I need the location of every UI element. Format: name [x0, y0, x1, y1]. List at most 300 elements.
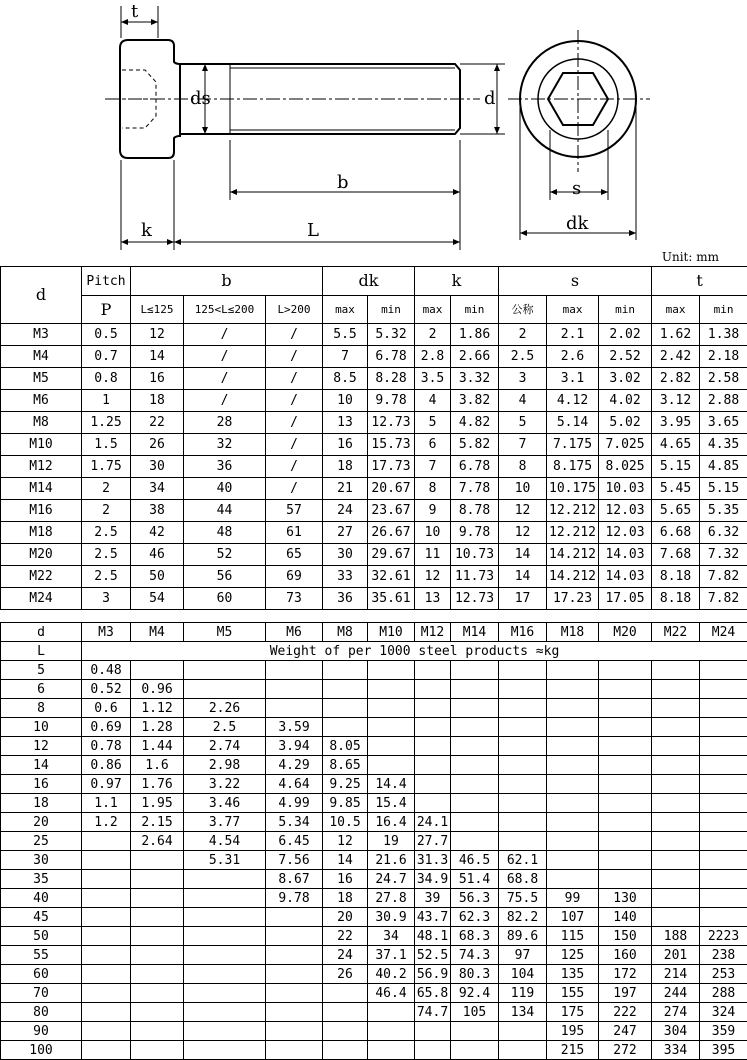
- header-b-sub: L>200: [266, 296, 323, 324]
- table-row: [1, 699, 747, 718]
- table-row: [1, 718, 747, 737]
- weight-header-size: M6: [266, 623, 323, 642]
- value-cell: 3.12: [652, 390, 700, 412]
- value-cell: 17.73: [368, 456, 415, 478]
- size-cell: M4: [1, 346, 82, 368]
- size-cell: M16: [1, 500, 82, 522]
- value-cell: 1.86: [451, 324, 499, 346]
- weight-cell: 97: [499, 946, 547, 965]
- value-cell: 5.32: [368, 324, 415, 346]
- weight-cell: 155: [547, 984, 599, 1003]
- length-cell: 6: [1, 680, 82, 699]
- weight-cell: 247: [599, 1022, 652, 1041]
- weight-cell: [82, 870, 131, 889]
- weight-cell: [368, 718, 415, 737]
- length-cell: 45: [1, 908, 82, 927]
- weight-cell: [451, 737, 499, 756]
- value-cell: 14.03: [599, 566, 652, 588]
- value-cell: 8: [499, 456, 547, 478]
- value-cell: 2: [415, 324, 451, 346]
- weight-cell: 37.1: [368, 946, 415, 965]
- size-cell: M24: [1, 588, 82, 610]
- value-cell: 5.15: [700, 478, 747, 500]
- weight-cell: 8.67: [266, 870, 323, 889]
- value-cell: 4.12: [547, 390, 599, 412]
- length-cell: 25: [1, 832, 82, 851]
- value-cell: 23.67: [368, 500, 415, 522]
- weight-header-size: M14: [451, 623, 499, 642]
- weight-cell: [131, 984, 184, 1003]
- weight-cell: [451, 718, 499, 737]
- value-cell: 7: [415, 456, 451, 478]
- weight-cell: [547, 680, 599, 699]
- table-row: [1, 965, 747, 984]
- weight-cell: [599, 718, 652, 737]
- table-row: [1, 412, 747, 434]
- table-row: [1, 756, 747, 775]
- weight-cell: [547, 661, 599, 680]
- weight-cell: [652, 794, 700, 813]
- value-cell: 13: [323, 412, 368, 434]
- weight-cell: [599, 851, 652, 870]
- weight-cell: 52.5: [415, 946, 451, 965]
- weight-cell: [499, 661, 547, 680]
- weight-cell: [323, 984, 368, 1003]
- value-cell: 5: [499, 412, 547, 434]
- table-row: [1, 566, 747, 588]
- value-cell: 3.82: [451, 390, 499, 412]
- header-dk: dk: [323, 267, 415, 296]
- weight-cell: 68.8: [499, 870, 547, 889]
- weight-cell: 1.2: [82, 813, 131, 832]
- weight-cell: [131, 1003, 184, 1022]
- table-row: [1, 984, 747, 1003]
- weight-cell: [700, 889, 747, 908]
- value-cell: /: [266, 478, 323, 500]
- header-b-sub: 125<L≤200: [184, 296, 266, 324]
- weight-cell: [652, 813, 700, 832]
- weight-cell: 130: [599, 889, 652, 908]
- weight-cell: [652, 718, 700, 737]
- weight-cell: [184, 680, 266, 699]
- value-cell: 0.7: [82, 346, 131, 368]
- value-cell: 60: [184, 588, 266, 610]
- weight-cell: 56.3: [451, 889, 499, 908]
- weight-cell: 9.85: [323, 794, 368, 813]
- value-cell: 5: [415, 412, 451, 434]
- value-cell: 6: [415, 434, 451, 456]
- value-cell: /: [266, 390, 323, 412]
- table-row: [1, 927, 747, 946]
- weight-cell: 10.5: [323, 813, 368, 832]
- weight-cell: [700, 680, 747, 699]
- weight-cell: [184, 889, 266, 908]
- value-cell: 44: [184, 500, 266, 522]
- value-cell: 6.78: [451, 456, 499, 478]
- weight-cell: [652, 699, 700, 718]
- value-cell: 5.65: [652, 500, 700, 522]
- value-cell: 2.42: [652, 346, 700, 368]
- value-cell: 12.212: [547, 500, 599, 522]
- value-cell: 2.66: [451, 346, 499, 368]
- weight-cell: [599, 756, 652, 775]
- length-cell: 40: [1, 889, 82, 908]
- weight-cell: 104: [499, 965, 547, 984]
- value-cell: 1.5: [82, 434, 131, 456]
- weight-header-size: M12: [415, 623, 451, 642]
- weight-cell: [415, 775, 451, 794]
- value-cell: 61: [266, 522, 323, 544]
- header-k-max: max: [415, 296, 451, 324]
- value-cell: 16: [323, 434, 368, 456]
- value-cell: 52: [184, 544, 266, 566]
- weight-cell: [323, 661, 368, 680]
- weight-header-size: M4: [131, 623, 184, 642]
- weight-cell: [323, 1022, 368, 1041]
- weight-cell: 2.74: [184, 737, 266, 756]
- weight-cell: 89.6: [499, 927, 547, 946]
- weight-cell: 0.48: [82, 661, 131, 680]
- weight-cell: [82, 1041, 131, 1060]
- value-cell: 4.35: [700, 434, 747, 456]
- value-cell: /: [184, 390, 266, 412]
- weight-cell: 107: [547, 908, 599, 927]
- value-cell: 10.03: [599, 478, 652, 500]
- weight-cell: [266, 1022, 323, 1041]
- weight-cell: [415, 680, 451, 699]
- weight-cell: 2.64: [131, 832, 184, 851]
- weight-cell: [131, 851, 184, 870]
- value-cell: 9: [415, 500, 451, 522]
- header-t: t: [652, 267, 747, 296]
- value-cell: 12.03: [599, 522, 652, 544]
- length-cell: 5: [1, 661, 82, 680]
- header-pitch: Pitch: [82, 267, 131, 296]
- weight-cell: [131, 946, 184, 965]
- weight-cell: [599, 680, 652, 699]
- weight-cell: 24: [323, 946, 368, 965]
- weight-cell: [451, 661, 499, 680]
- value-cell: 42: [131, 522, 184, 544]
- value-cell: 12.212: [547, 522, 599, 544]
- value-cell: 0.5: [82, 324, 131, 346]
- value-cell: /: [266, 412, 323, 434]
- weight-cell: 115: [547, 927, 599, 946]
- value-cell: 56: [184, 566, 266, 588]
- dimension-table: [0, 266, 747, 610]
- value-cell: 7.68: [652, 544, 700, 566]
- table-row: [1, 544, 747, 566]
- weight-cell: [599, 699, 652, 718]
- weight-cell: [415, 756, 451, 775]
- weight-cell: 2.5: [184, 718, 266, 737]
- weight-cell: 24.7: [368, 870, 415, 889]
- value-cell: /: [266, 368, 323, 390]
- dim-label-d: d: [484, 88, 496, 109]
- value-cell: 10: [499, 478, 547, 500]
- weight-cell: 24.1: [415, 813, 451, 832]
- value-cell: 7.32: [700, 544, 747, 566]
- table-row: [1, 908, 747, 927]
- value-cell: /: [184, 368, 266, 390]
- value-cell: 29.67: [368, 544, 415, 566]
- weight-cell: [266, 946, 323, 965]
- weight-header-size: M18: [547, 623, 599, 642]
- weight-cell: [368, 737, 415, 756]
- size-cell: M20: [1, 544, 82, 566]
- weight-cell: 46.5: [451, 851, 499, 870]
- length-cell: 90: [1, 1022, 82, 1041]
- weight-cell: [652, 775, 700, 794]
- weight-cell: [131, 908, 184, 927]
- value-cell: 48: [184, 522, 266, 544]
- weight-cell: [415, 1022, 451, 1041]
- weight-cell: [700, 832, 747, 851]
- weight-cell: 3.22: [184, 775, 266, 794]
- value-cell: 7.025: [599, 434, 652, 456]
- value-cell: 3.02: [599, 368, 652, 390]
- weight-cell: 135: [547, 965, 599, 984]
- weight-cell: 74.7: [415, 1003, 451, 1022]
- weight-cell: 9.78: [266, 889, 323, 908]
- value-cell: 17.23: [547, 588, 599, 610]
- length-cell: 55: [1, 946, 82, 965]
- value-cell: 34: [131, 478, 184, 500]
- value-cell: 5.82: [451, 434, 499, 456]
- table-row: [1, 1003, 747, 1022]
- weight-cell: [451, 680, 499, 699]
- weight-cell: 214: [652, 965, 700, 984]
- weight-header-size: M22: [652, 623, 700, 642]
- length-cell: 60: [1, 965, 82, 984]
- weight-cell: 75.5: [499, 889, 547, 908]
- value-cell: /: [184, 346, 266, 368]
- value-cell: 3: [499, 368, 547, 390]
- weight-cell: 80.3: [451, 965, 499, 984]
- weight-cell: 39: [415, 889, 451, 908]
- value-cell: 17: [499, 588, 547, 610]
- length-cell: 30: [1, 851, 82, 870]
- value-cell: 8.175: [547, 456, 599, 478]
- weight-cell: [599, 870, 652, 889]
- weight-cell: [184, 1022, 266, 1041]
- table-row: [1, 434, 747, 456]
- dim-label-ds: ds: [190, 88, 211, 109]
- weight-cell: [323, 680, 368, 699]
- weight-cell: 34: [368, 927, 415, 946]
- weight-cell: [451, 1022, 499, 1041]
- weight-header-size: M24: [700, 623, 747, 642]
- value-cell: 6.68: [652, 522, 700, 544]
- weight-cell: [547, 813, 599, 832]
- weight-cell: 9.25: [323, 775, 368, 794]
- value-cell: 18: [131, 390, 184, 412]
- table-row: [1, 456, 747, 478]
- dim-label-s: s: [572, 178, 581, 199]
- weight-cell: [82, 832, 131, 851]
- header-s-min: min: [599, 296, 652, 324]
- weight-cell: 175: [547, 1003, 599, 1022]
- table-row: [1, 889, 747, 908]
- value-cell: /: [266, 324, 323, 346]
- weight-cell: 4.54: [184, 832, 266, 851]
- value-cell: 14: [499, 544, 547, 566]
- value-cell: 3.5: [415, 368, 451, 390]
- table-row: [1, 661, 747, 680]
- weight-cell: [652, 661, 700, 680]
- value-cell: 1.25: [82, 412, 131, 434]
- weight-cell: 15.4: [368, 794, 415, 813]
- weight-cell: [415, 737, 451, 756]
- weight-cell: [266, 927, 323, 946]
- header-s-max: max: [547, 296, 599, 324]
- length-cell: 20: [1, 813, 82, 832]
- weight-cell: [547, 794, 599, 813]
- table-row: [1, 813, 747, 832]
- weight-cell: [415, 794, 451, 813]
- table-row: [1, 794, 747, 813]
- value-cell: 54: [131, 588, 184, 610]
- value-cell: 4.85: [700, 456, 747, 478]
- value-cell: /: [266, 434, 323, 456]
- value-cell: 5.45: [652, 478, 700, 500]
- weight-cell: 1.1: [82, 794, 131, 813]
- weight-cell: 134: [499, 1003, 547, 1022]
- weight-cell: 304: [652, 1022, 700, 1041]
- value-cell: /: [266, 346, 323, 368]
- value-cell: 6.32: [700, 522, 747, 544]
- value-cell: 12.03: [599, 500, 652, 522]
- weight-cell: [184, 908, 266, 927]
- weight-cell: 1.95: [131, 794, 184, 813]
- value-cell: 6.78: [368, 346, 415, 368]
- weight-cell: [499, 832, 547, 851]
- size-cell: M14: [1, 478, 82, 500]
- weight-cell: 253: [700, 965, 747, 984]
- weight-cell: [266, 908, 323, 927]
- header-pitch-p: P: [82, 296, 131, 324]
- table-row: [1, 478, 747, 500]
- weight-cell: 27.8: [368, 889, 415, 908]
- value-cell: 24: [323, 500, 368, 522]
- weight-cell: 1.12: [131, 699, 184, 718]
- value-cell: 46: [131, 544, 184, 566]
- dim-label-k: k: [141, 220, 153, 241]
- value-cell: 12: [499, 522, 547, 544]
- weight-cell: [547, 851, 599, 870]
- weight-cell: [323, 718, 368, 737]
- length-cell: 12: [1, 737, 82, 756]
- weight-cell: 395: [700, 1041, 747, 1060]
- weight-cell: [547, 870, 599, 889]
- value-cell: 11: [415, 544, 451, 566]
- weight-cell: [599, 775, 652, 794]
- weight-cell: 14.4: [368, 775, 415, 794]
- table-row: [1, 500, 747, 522]
- weight-cell: 48.1: [415, 927, 451, 946]
- weight-cell: 16: [323, 870, 368, 889]
- weight-cell: [131, 965, 184, 984]
- value-cell: 21: [323, 478, 368, 500]
- weight-cell: [266, 661, 323, 680]
- weight-cell: [368, 1041, 415, 1060]
- table-row: [1, 680, 747, 699]
- weight-cell: [323, 1041, 368, 1060]
- value-cell: 0.8: [82, 368, 131, 390]
- weight-cell: 8.65: [323, 756, 368, 775]
- weight-cell: 272: [599, 1041, 652, 1060]
- weight-cell: [415, 661, 451, 680]
- weight-cell: [499, 718, 547, 737]
- value-cell: 2.6: [547, 346, 599, 368]
- weight-cell: [82, 927, 131, 946]
- weight-cell: [323, 1003, 368, 1022]
- weight-cell: [184, 661, 266, 680]
- weight-cell: 62.1: [499, 851, 547, 870]
- weight-cell: [499, 813, 547, 832]
- value-cell: 9.78: [451, 522, 499, 544]
- length-cell: 80: [1, 1003, 82, 1022]
- value-cell: 20.67: [368, 478, 415, 500]
- value-cell: 4: [415, 390, 451, 412]
- weight-cell: [499, 680, 547, 699]
- weight-cell: [599, 737, 652, 756]
- value-cell: 13: [415, 588, 451, 610]
- weight-header-size: M3: [82, 623, 131, 642]
- value-cell: /: [184, 324, 266, 346]
- weight-cell: [499, 699, 547, 718]
- value-cell: 8.5: [323, 368, 368, 390]
- value-cell: 50: [131, 566, 184, 588]
- weight-cell: [131, 1022, 184, 1041]
- value-cell: 30: [323, 544, 368, 566]
- value-cell: 26.67: [368, 522, 415, 544]
- weight-cell: [700, 851, 747, 870]
- value-cell: 28: [184, 412, 266, 434]
- header-dk-min: min: [368, 296, 415, 324]
- weight-cell: 16.4: [368, 813, 415, 832]
- weight-cell: 4.64: [266, 775, 323, 794]
- length-cell: 70: [1, 984, 82, 1003]
- value-cell: 5.02: [599, 412, 652, 434]
- weight-cell: [700, 908, 747, 927]
- weight-header-size: M10: [368, 623, 415, 642]
- weight-cell: [266, 1041, 323, 1060]
- value-cell: 2: [82, 500, 131, 522]
- value-cell: 14: [499, 566, 547, 588]
- value-cell: 8.18: [652, 588, 700, 610]
- weight-cell: 197: [599, 984, 652, 1003]
- value-cell: 38: [131, 500, 184, 522]
- weight-cell: [82, 908, 131, 927]
- table-row: [1, 1041, 747, 1060]
- size-cell: M18: [1, 522, 82, 544]
- weight-cell: [652, 680, 700, 699]
- value-cell: 10: [323, 390, 368, 412]
- weight-cell: 30.9: [368, 908, 415, 927]
- value-cell: 2.18: [700, 346, 747, 368]
- weight-cell: 5.34: [266, 813, 323, 832]
- weight-cell: [652, 737, 700, 756]
- weight-cell: [184, 965, 266, 984]
- weight-cell: [266, 680, 323, 699]
- dimension-table-body: [1, 324, 747, 610]
- weight-cell: [266, 984, 323, 1003]
- length-cell: 8: [1, 699, 82, 718]
- value-cell: 69: [266, 566, 323, 588]
- weight-cell: 0.86: [82, 756, 131, 775]
- table-row: [1, 368, 747, 390]
